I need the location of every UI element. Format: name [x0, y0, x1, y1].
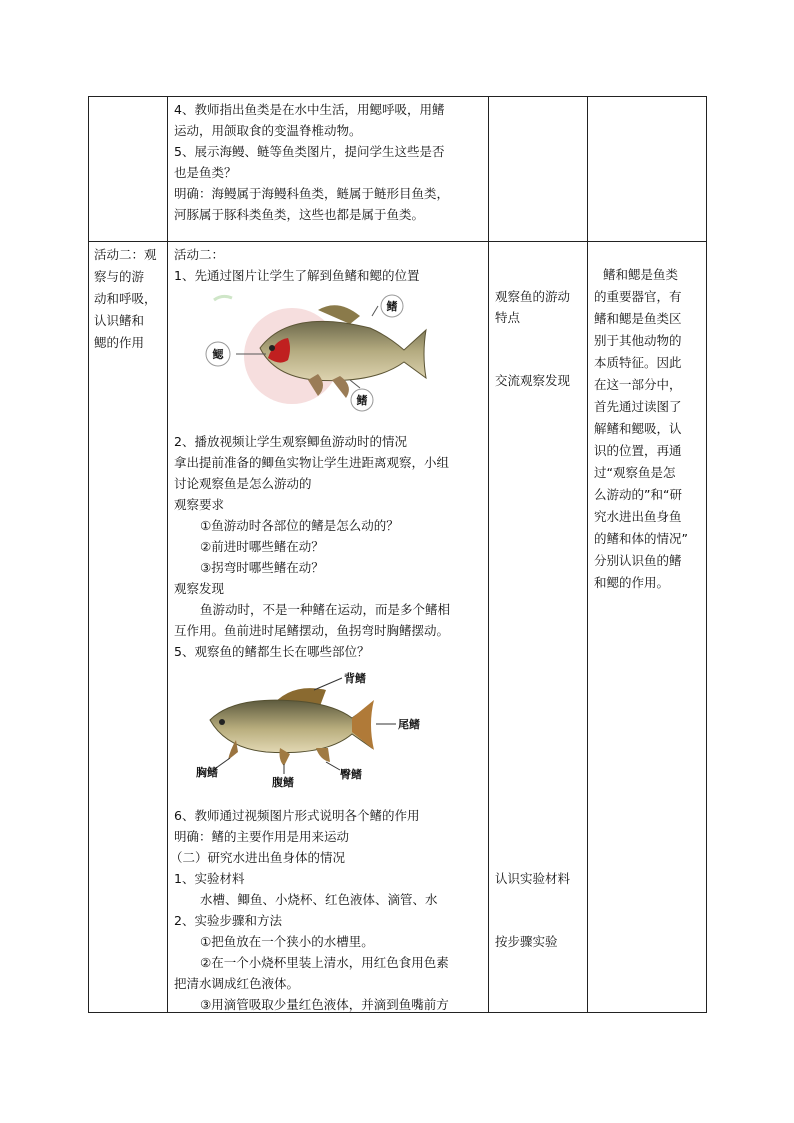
fish2-label-tail: 尾鳍 [398, 718, 420, 731]
student-line-4: 认识实验材料 [495, 871, 571, 886]
student-line-1: 观察鱼的游动 [495, 289, 571, 304]
main-line-exp-1: ①把鱼放在一个狭小的水槽里。 [200, 934, 374, 949]
student-line-5: 按步骤实验 [495, 934, 558, 949]
main-line-step2-detail-1: 拿出提前准备的鲫鱼实物让学生进距离观察，小组 [174, 455, 450, 470]
student-line-3: 交流观察发现 [495, 373, 571, 388]
fish1-label-fin-bottom: 鳍 [356, 394, 368, 407]
main-line-step1: 1、先通过图片让学生了解到鱼鳍和鳃的位置 [174, 268, 420, 283]
intent-line-5: 本质特征。因此 [594, 355, 682, 370]
main-line-q1: ①鱼游动时各部位的鳍是怎么动的？ [200, 518, 399, 533]
fish2-label-anal: 臀鳍 [340, 768, 362, 781]
intent-line-6: 在这一部分中， [594, 377, 682, 392]
row1-line-1: 4、教师指出鱼类是在水中生活，用鳃呼吸，用鳍 [174, 102, 445, 117]
row1-line-5: 明确：海鳗属于海鳗科鱼类，鲢属于鲢形目鱼类， [174, 186, 450, 201]
main-line-materials-title: 1、实验材料 [174, 871, 245, 886]
student-line-2: 特点 [495, 310, 521, 325]
col-border-1 [88, 96, 89, 1013]
intent-line-8: 解鳍和鳃吸，认 [594, 421, 682, 436]
intent-line-11: 么游动的”和“研 [594, 487, 682, 502]
main-line-q3: ③拐弯时哪些鳍在动？ [200, 560, 324, 575]
main-line-q2: ②前进时哪些鳍在动？ [200, 539, 324, 554]
main-line-step5: 5、观察鱼的鳍都生长在哪些部位？ [174, 644, 370, 659]
main-line-step2: 2、播放视频让学生观察鲫鱼游动时的情况 [174, 434, 407, 449]
row1-line-4: 也是鱼类？ [174, 165, 237, 180]
activity-line-5: 鳃的作用 [94, 335, 145, 350]
intent-line-7: 首先通过读图了 [594, 399, 682, 414]
main-line-step6: 6、教师通过视频图片形式说明各个鳍的作用 [174, 808, 420, 823]
activity-line-4: 认识鳍和 [94, 313, 145, 328]
intent-line-2: 的重要器官，有 [594, 289, 682, 304]
fish2-label-ventral: 腹鳍 [272, 776, 294, 789]
fish2-label-dorsal: 背鳍 [344, 672, 366, 685]
fish2-label-pectoral: 胸鳍 [196, 766, 218, 779]
row1-line-2: 运动，用颌取食的变温脊椎动物。 [174, 123, 362, 138]
main-line-materials: 水槽、鲫鱼、小烧杯、红色液体、滴管、水 [200, 892, 438, 907]
activity-line-3: 动和呼吸， [94, 291, 157, 306]
col-border-4 [587, 96, 588, 1013]
main-line-section2: （二）研究水进出鱼身体的情况 [170, 850, 346, 865]
col-border-2 [167, 96, 168, 1013]
intent-line-3: 鳍和鳃是鱼类区 [594, 311, 682, 326]
main-line-exp-3: ③用滴管吸取少量红色液体，并滴到鱼嘴前方 [200, 997, 449, 1012]
row1-line-6: 河豚属于豚科类鱼类，这些也都是属于鱼类。 [174, 207, 425, 222]
intent-line-10: 过“观察鱼是怎 [594, 465, 676, 480]
col-border-3 [488, 96, 489, 1013]
main-line-find-2: 互作用。鱼前进时尾鳍摆动，鱼拐弯时胸鳍摆动。 [174, 623, 450, 638]
row-divider [88, 241, 707, 242]
activity-line-1: 活动二：观 [94, 247, 157, 262]
intent-line-14: 分别认识鱼的鳍 [594, 553, 682, 568]
main-line-find-1: 鱼游动时，不是一种鳍在运动，而是多个鳍相 [200, 602, 451, 617]
fish-fin-parts-figure [192, 668, 432, 792]
main-line-observe-req: 观察要求 [174, 497, 225, 512]
intent-line-1: 鳍和鳃是鱼类 [603, 267, 679, 282]
main-line-exp-2: ②在一个小烧杯里装上清水，用红色食用色素 [200, 955, 449, 970]
activity-line-2: 察与的游 [94, 269, 145, 284]
intent-line-13: 的鳍和体的情况” [594, 531, 688, 546]
table-top-border [88, 96, 707, 97]
main-line-clarify: 明确：鳍的主要作用是用来运动 [174, 829, 350, 844]
intent-line-4: 别于其他动物的 [594, 333, 682, 348]
main-line-observe-find: 观察发现 [174, 581, 225, 596]
main-line-activity-title: 活动二： [174, 247, 225, 262]
fish1-label-gill: 鳃 [212, 348, 224, 361]
intent-line-15: 和鳃的作用。 [594, 575, 670, 590]
col-border-5 [706, 96, 707, 1013]
main-line-steps-title: 2、实验步骤和方法 [174, 913, 282, 928]
fish1-label-fin-top: 鳍 [386, 300, 398, 313]
intent-line-12: 究水进出鱼身鱼 [594, 509, 682, 524]
intent-line-9: 识的位置，再通 [594, 443, 682, 458]
fish-gill-fin-figure [200, 292, 440, 416]
row1-line-3: 5、展示海鳗、鲢等鱼类图片，提问学生这些是否 [174, 144, 445, 159]
main-line-step2-detail-2: 讨论观察鱼是怎么游动的 [174, 476, 312, 491]
main-line-exp-2b: 把清水调成红色液体。 [174, 976, 300, 991]
